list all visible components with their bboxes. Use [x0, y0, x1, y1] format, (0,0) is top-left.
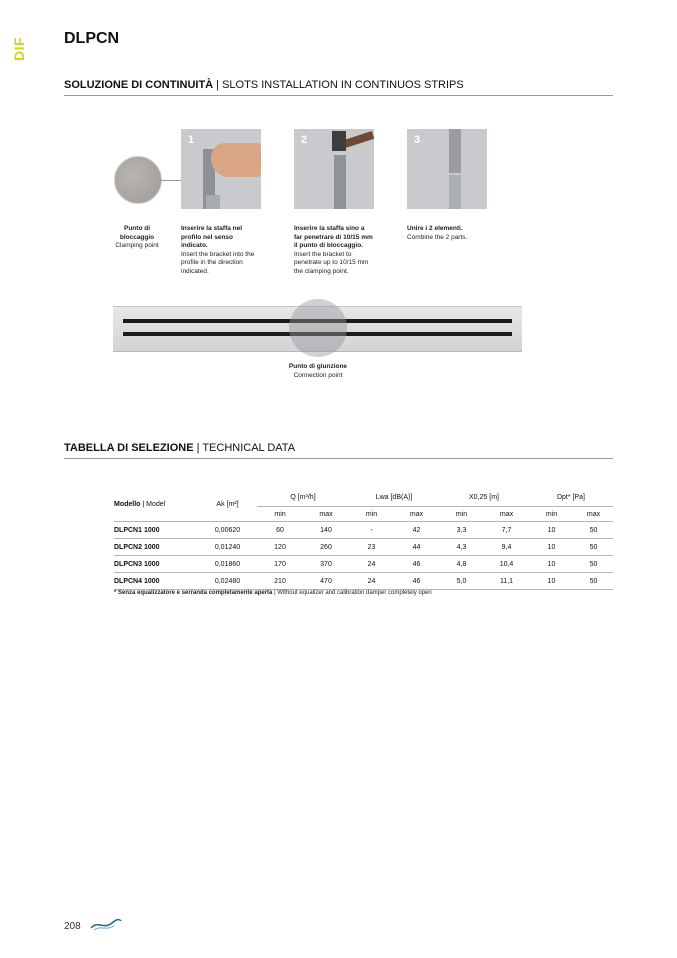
subheader: max [303, 507, 349, 522]
subheader: min [439, 507, 484, 522]
subheader: max [574, 507, 613, 522]
profile-top-shape [449, 129, 461, 173]
step-3-photo [407, 129, 487, 209]
page-title: DLPCN [64, 30, 120, 47]
cell: 46 [394, 573, 439, 590]
subheader: max [484, 507, 529, 522]
header-model-rest: | Model [140, 501, 166, 508]
cell: 170 [257, 556, 303, 573]
cell: 44 [394, 539, 439, 556]
cell: 370 [303, 556, 349, 573]
section-title-rest: | SLOTS INSTALLATION IN CONTINUOS STRIPS [213, 79, 464, 91]
step-number: 3 [414, 134, 421, 146]
cell: 4,3 [439, 539, 484, 556]
cell: 120 [257, 539, 303, 556]
caption-it: Unire i 2 elementi. [407, 225, 463, 232]
subheader: min [529, 507, 574, 522]
section-tag: DIF [11, 36, 27, 61]
cell-model: DLPCN1 1000 [114, 522, 198, 539]
cell: 50 [574, 539, 613, 556]
header-model [114, 488, 198, 522]
table-header-row [114, 488, 613, 507]
cell: 260 [303, 539, 349, 556]
divider [64, 95, 613, 96]
cell: 7,7 [484, 522, 529, 539]
cell: 24 [349, 573, 394, 590]
cell: 210 [257, 573, 303, 590]
cell: 140 [303, 522, 349, 539]
cell: 24 [349, 556, 394, 573]
section-title-bold: SOLUZIONE DI CONTINUITÀ [64, 79, 214, 91]
table-row [114, 522, 613, 539]
cell-model: DLPCN3 1000 [114, 556, 198, 573]
cell: - [349, 522, 394, 539]
subheader: min [349, 507, 394, 522]
cell-model: DLPCN2 1000 [114, 539, 198, 556]
cell: 10 [529, 556, 574, 573]
footnote [114, 590, 432, 596]
profile-bottom-shape [449, 175, 461, 209]
caption-en: Combine the 2 parts. [407, 233, 468, 241]
cell: 46 [394, 556, 439, 573]
cell: 470 [303, 573, 349, 590]
section-title-bold: TABELLA DI SELEZIONE [64, 442, 194, 454]
cell: 23 [349, 539, 394, 556]
clamp-detail-image [114, 156, 162, 204]
subheader: max [394, 507, 439, 522]
divider [64, 458, 613, 459]
cell: 50 [574, 573, 613, 590]
cell: 10 [529, 539, 574, 556]
connection-caption [268, 363, 368, 380]
section-title-installation [64, 79, 464, 91]
technical-data-table [114, 488, 613, 590]
header-group-noise: Lwa [dB(A)] [349, 488, 439, 507]
wave-logo-icon [90, 918, 122, 932]
cell: 10 [529, 573, 574, 590]
header-group-throw: X0,25 [m] [439, 488, 529, 507]
hammer-head-shape [332, 131, 346, 151]
step-number: 2 [301, 134, 308, 146]
cell: 9,4 [484, 539, 529, 556]
step-number: 1 [188, 134, 195, 146]
step-1-caption [181, 225, 261, 276]
caption-en: Insert the bracket to penetrate up to 10/15 mm the clamping point. [294, 250, 369, 275]
cell: 50 [574, 522, 613, 539]
bracket-shape [334, 155, 346, 209]
cell: 5,0 [439, 573, 484, 590]
table-row [114, 539, 613, 556]
caption-en: Insert the bracket into the profile in the direction indicated. [181, 250, 255, 275]
page-number: 208 [64, 921, 81, 932]
cell: 3,3 [439, 522, 484, 539]
cell-ak: 0,01860 [198, 556, 257, 573]
caption-it: Inserire la staffa sino a far penetrare di 10/15 mm il punto di bloccaggio. [294, 225, 373, 249]
cell-ak: 0,00620 [198, 522, 257, 539]
table-row [114, 556, 613, 573]
cell: 11,1 [484, 573, 529, 590]
header-ak: Ak [m²] [216, 501, 239, 508]
cell: 4,8 [439, 556, 484, 573]
cell-ak: 0,01240 [198, 539, 257, 556]
section-title-technical [64, 442, 295, 454]
cell: 42 [394, 522, 439, 539]
caption-it: Inserire la staffa nel profilo nel senso indicato. [181, 225, 243, 249]
section-title-rest: | TECHNICAL DATA [193, 442, 296, 454]
hand-shape [211, 143, 261, 177]
caption-en: Clamping point [115, 242, 159, 249]
caption-en: Connection point [293, 371, 343, 379]
cell: 60 [257, 522, 303, 539]
step-1-photo [181, 129, 261, 209]
step-2-caption [294, 225, 374, 276]
caption-it: Punto di giunzione [288, 363, 348, 370]
step-3-caption [407, 225, 487, 242]
cell: 10,4 [484, 556, 529, 573]
cell: 10 [529, 522, 574, 539]
cell: 50 [574, 556, 613, 573]
subheader: min [257, 507, 303, 522]
header-group-flow: Q [m³/h] [257, 488, 349, 507]
step-2-photo [294, 129, 374, 209]
cell-ak: 0,02480 [198, 573, 257, 590]
profile-shape [206, 195, 220, 209]
footnote-bold: * Senza equalizzatore e serranda completamente aperta [114, 590, 273, 596]
connection-point-highlight [289, 299, 347, 357]
clamp-caption [114, 225, 160, 251]
header-group-pressure: Dpt* [Pa] [529, 488, 613, 507]
header-model-bold: Modello [114, 501, 141, 508]
caption-it: Punto di bloccaggio [119, 225, 155, 241]
table-row [114, 573, 613, 590]
footnote-rest: | Without equalizer and calibration damper completely open [272, 590, 432, 596]
cell-model: DLPCN4 1000 [114, 573, 198, 590]
